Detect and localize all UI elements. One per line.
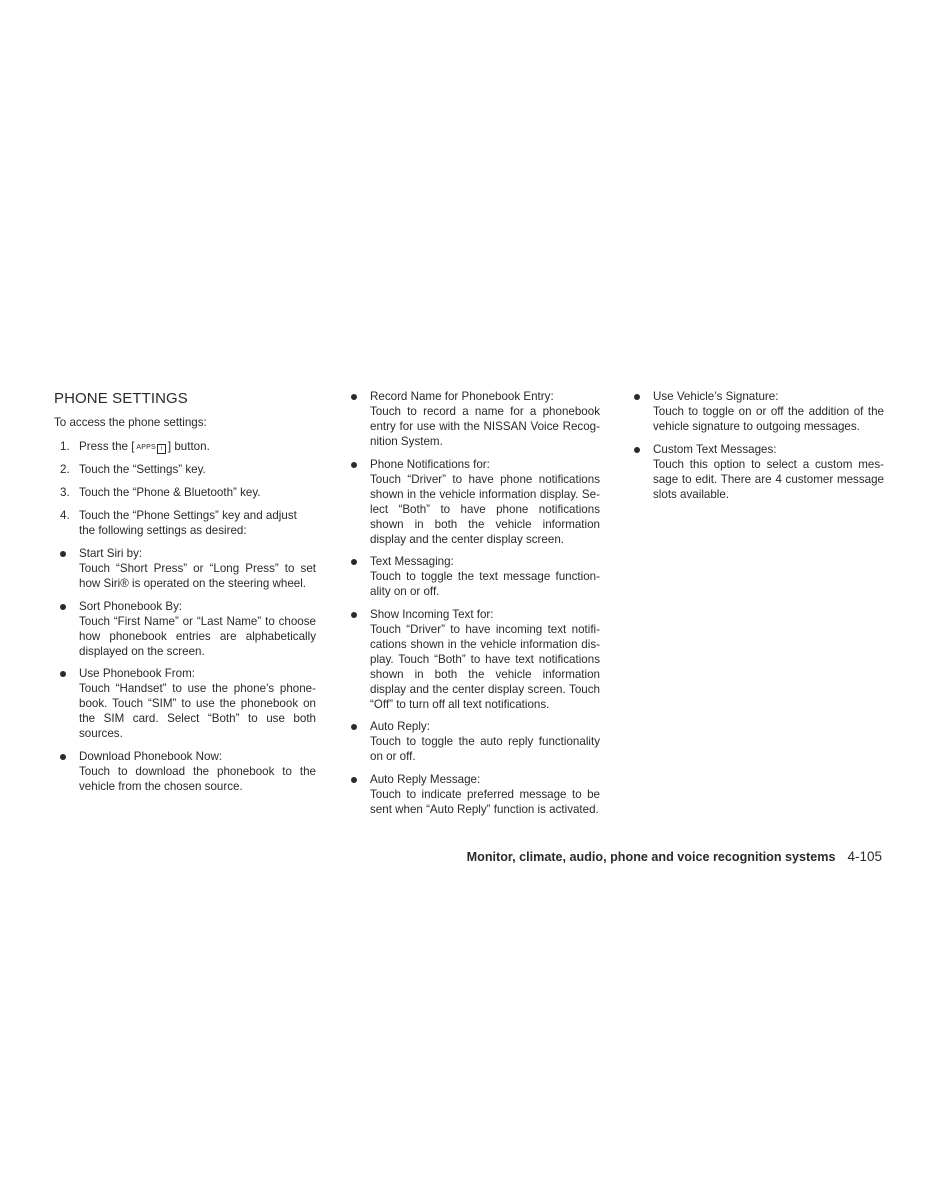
- setting-heading: Download Phonebook Now:: [79, 749, 223, 763]
- setting-download-phonebook: [54, 749, 316, 794]
- setting-auto-reply-message: [345, 772, 600, 817]
- setting-heading: Start Siri by:: [79, 547, 143, 560]
- setting-sort-phonebook: [54, 599, 316, 659]
- setting-auto-reply: [345, 719, 600, 764]
- step-text: Touch the “Settings” key.: [79, 463, 206, 476]
- setting-description: Touch to toggle on or off the addition of the vehicle signature to outgoing messages.: [653, 405, 884, 433]
- setting-heading: Show Incoming Text for:: [370, 607, 494, 621]
- footer-section-title: Monitor, climate, audio, phone and voice recognition systems: [466, 850, 836, 864]
- setting-start-siri: [54, 546, 316, 591]
- step-3: [54, 485, 316, 500]
- apps-key-label: APPS: [136, 444, 156, 451]
- page-number: 4-105: [847, 849, 882, 864]
- bullet-icon: [60, 604, 66, 610]
- setting-heading: Phone Notifications for:: [370, 457, 490, 471]
- setting-description: Touch “Driver” to have phone notifications shown in the vehicle information display. Select “Both” to have phone notifications shown in both the vehicle information display and the center display screen.: [370, 472, 600, 546]
- step-text: Touch the “Phone & Bluetooth” key.: [79, 486, 261, 499]
- step-2: [54, 462, 316, 477]
- setting-heading: Use Vehicle’s Signature:: [653, 390, 779, 403]
- step-4: [54, 508, 316, 538]
- setting-text-messaging: [345, 554, 600, 599]
- bullet-icon: [351, 612, 357, 618]
- step-text-after: ] button.: [167, 440, 210, 453]
- setting-description: Touch to toggle the auto reply functionality on or off.: [370, 735, 600, 763]
- setting-description: Touch to record a name for a phonebook entry for use with the NISSAN Voice Recognition System.: [370, 405, 600, 448]
- setting-description: Touch “Short Press” or “Long Press” to set how Siri® is operated on the steering wheel.: [79, 562, 316, 590]
- setting-heading: Record Name for Phonebook Entry:: [370, 390, 554, 403]
- info-icon: i: [157, 444, 166, 454]
- setting-heading: Sort Phonebook By:: [79, 599, 183, 613]
- bullet-icon: [634, 394, 640, 400]
- step-number: 4.: [60, 509, 70, 522]
- step-number: 3.: [60, 486, 70, 499]
- step-number: 2.: [60, 463, 70, 476]
- setting-description: Touch “Driver” to have incoming text notifications shown in the vehicle information display. Touch “Both” to have text notifications shown in both the vehicle information display and the center display screen. Touch “Off” to turn off all text notifications.: [370, 622, 600, 711]
- setting-show-incoming-text: [345, 607, 600, 712]
- bullet-icon: [60, 551, 66, 557]
- setting-custom-text-messages: [628, 442, 884, 502]
- bullet-icon: [60, 671, 66, 677]
- apps-info-button-icon: [136, 443, 165, 454]
- bullet-icon: [351, 777, 357, 783]
- step-number: 1.: [60, 440, 70, 453]
- bullet-icon: [351, 724, 357, 730]
- setting-description: Touch “First Name” or “Last Name” to choose how phonebook entries are alphabetically displayed on the screen.: [79, 614, 316, 658]
- setting-description: Touch to toggle the text message functionality on or off.: [370, 570, 600, 598]
- setting-phone-notifications: [345, 457, 600, 547]
- setting-vehicle-signature: [628, 389, 884, 434]
- column-3: [628, 389, 884, 509]
- setting-heading: Custom Text Messages:: [653, 442, 777, 456]
- step-1: [54, 439, 316, 454]
- setting-heading: Auto Reply Message:: [370, 772, 481, 786]
- setting-use-phonebook-from: [54, 666, 316, 741]
- setting-record-name: [345, 389, 600, 449]
- page-footer: [380, 848, 882, 866]
- setting-heading: Auto Reply:: [370, 720, 430, 733]
- setting-heading: Text Messaging:: [370, 555, 454, 568]
- column-2: [345, 389, 600, 824]
- step-text-before: Press the [: [79, 440, 135, 453]
- bullet-icon: [634, 447, 640, 453]
- column-1: [54, 389, 316, 801]
- section-title: PHONE SETTINGS: [54, 390, 188, 407]
- setting-description: Touch to download the phonebook to the vehicle from the chosen source.: [79, 764, 316, 793]
- setting-description: Touch to indicate preferred message to be sent when “Auto Reply” function is activated.: [370, 787, 600, 816]
- setting-description: Touch “Handset” to use the phone’s phonebook. Touch “SIM” to use the phonebook on the SIM card. Select “Both” to use both sources.: [79, 682, 316, 740]
- setting-heading: Use Phonebook From:: [79, 667, 195, 680]
- setting-description: Touch this option to select a custom message to edit. There are 4 customer message slots available.: [653, 457, 884, 501]
- bullet-icon: [60, 754, 66, 760]
- bullet-icon: [351, 559, 357, 565]
- bullet-icon: [351, 462, 357, 468]
- intro-text: To access the phone settings:: [54, 416, 207, 429]
- step-text: Touch the “Phone Settings” key and adjust the following settings as desired:: [79, 509, 297, 537]
- bullet-icon: [351, 394, 357, 400]
